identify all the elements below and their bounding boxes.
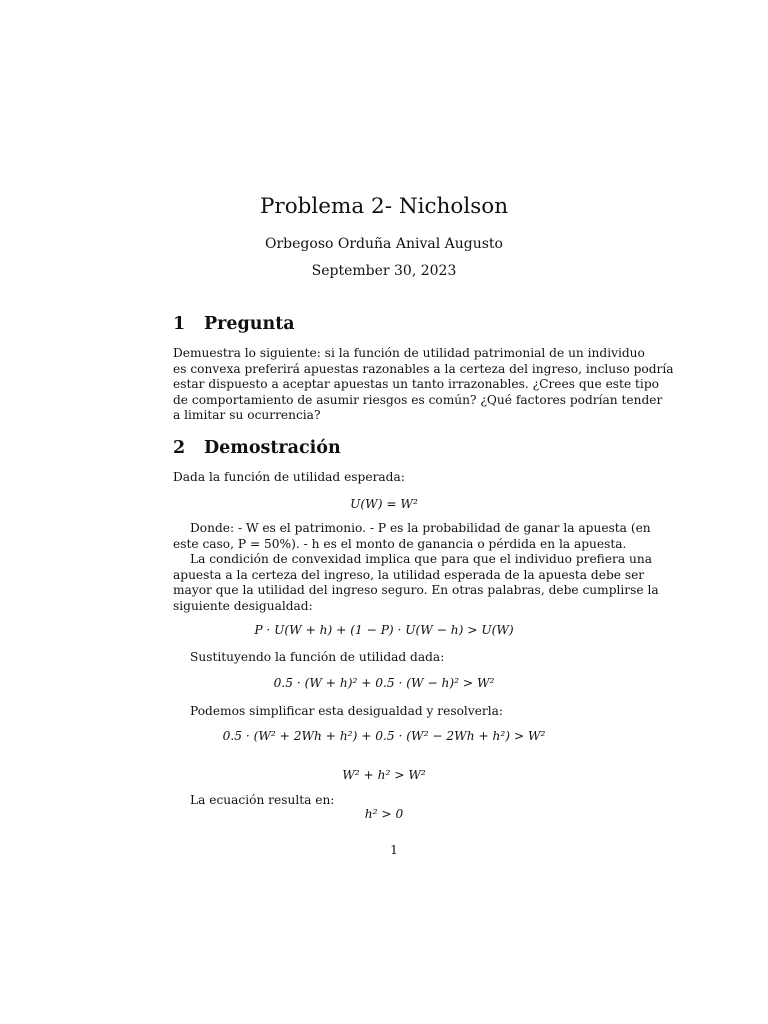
equation-simplified: W² + h² > W² (342, 768, 426, 782)
equation-utility: U(W) = W² (350, 497, 418, 511)
author-name: Orbegoso Orduña Anival Augusto (265, 236, 503, 252)
paragraph-line: apuesta a la certeza del ingreso, la utilidad esperada de la apuesta debe ser (173, 567, 645, 582)
equation-inequality: P · U(W + h) + (1 − P) · U(W − h) > U(W) (254, 623, 514, 637)
equation-expansion: 0.5 · (W² + 2Wh + h²) + 0.5 · (W² − 2Wh + h²) > W² (222, 729, 546, 743)
equation-substitution: 0.5 · (W + h)² + 0.5 · (W − h)² > W² (273, 676, 495, 690)
equation-result: h² > 0 (364, 807, 404, 821)
section-number: 1 (173, 314, 186, 334)
pregunta-paragraph (173, 346, 674, 424)
sustituyendo-paragraph (173, 650, 619, 666)
paper-title: Problema 2- Nicholson (259, 194, 509, 219)
section-number: 2 (173, 438, 186, 458)
section-title: Pregunta (204, 314, 295, 334)
paragraph-line: mayor que la utilidad del ingreso seguro. En otras palabras, debe cumplirse la (173, 583, 659, 598)
intro-paragraph (173, 470, 619, 486)
paragraph-line: Donde: - W es el patrimonio. - P es la probabilidad de ganar la apuesta (en (190, 521, 651, 535)
paper-date: September 30, 2023 (311, 263, 457, 279)
paragraph-line: siguiente desigualdad: (173, 598, 313, 613)
paragraph-line: Podemos simplificar esta desigualdad y resolverla: (190, 704, 504, 718)
paragraph-line: Demuestra lo siguiente: si la función de utilidad patrimonial de un individuo (173, 346, 645, 360)
page-number: 1 (390, 843, 398, 857)
paragraph-line: Sustituyendo la función de utilidad dada: (190, 650, 445, 664)
section-title: Demostración (204, 438, 341, 458)
convexidad-paragraph (173, 552, 659, 614)
paragraph-line: Dada la función de utilidad esperada: (173, 470, 405, 484)
section-heading-pregunta (173, 314, 295, 334)
simplificar-paragraph (173, 704, 619, 720)
paragraph-line: es convexa preferirá apuestas razonables a la certeza del ingreso, incluso podría (173, 361, 674, 376)
paragraph-line: La ecuación resulta en: (190, 793, 335, 807)
section-heading-demostracion (173, 438, 341, 458)
paragraph-line: de comportamiento de asumir riesgos es común? ¿Qué factores podrían tender (173, 392, 663, 407)
paragraph-line: a limitar su ocurrencia? (173, 408, 321, 423)
paragraph-line: La condición de convexidad implica que para que el individuo prefiera una (190, 552, 652, 566)
paragraph-line: estar dispuesto a aceptar apuestas un tanto irrazonables. ¿Crees que este tipo (173, 377, 659, 392)
paragraph-line: este caso, P = 50%). - h es el monto de ganancia o pérdida en la apuesta. (173, 536, 627, 551)
donde-paragraph (173, 521, 651, 552)
